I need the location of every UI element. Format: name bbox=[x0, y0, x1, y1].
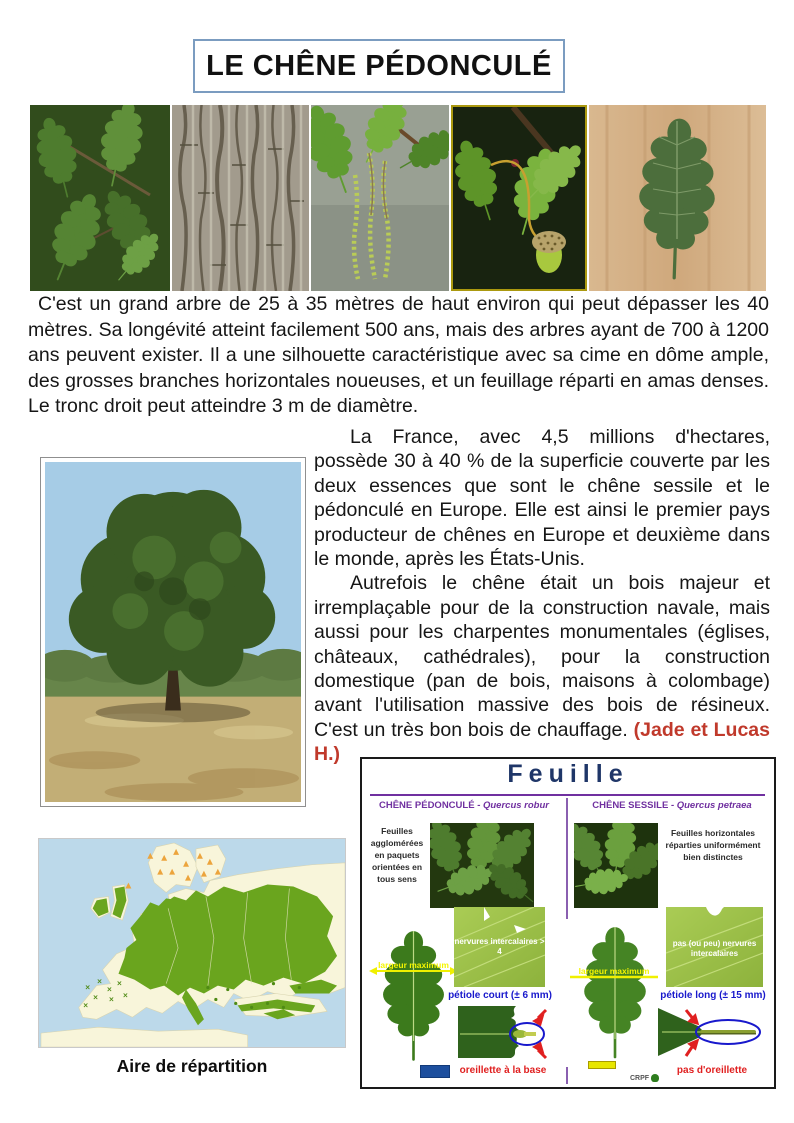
sessile-leaf-width-image bbox=[566, 919, 662, 1067]
authors-credit: (Jade et Lucas H.) bbox=[314, 718, 770, 766]
sessile-width-label: largeur maximum bbox=[578, 966, 650, 976]
title-box bbox=[193, 39, 565, 93]
europe-map-image bbox=[39, 839, 345, 1047]
sessile-veins-label: pas (ou peu) nervures intercalaires bbox=[672, 939, 757, 958]
svg-text:×: × bbox=[82, 1001, 89, 1010]
body-text-column bbox=[314, 425, 770, 767]
sessile-veins-image bbox=[666, 907, 763, 987]
oak-tree-image bbox=[45, 462, 301, 802]
svg-text:×: × bbox=[122, 991, 129, 1000]
title-underline bbox=[370, 794, 765, 796]
watermark-chip bbox=[420, 1065, 450, 1078]
photo-strip bbox=[30, 105, 768, 291]
sessile-latin-label: - Quercus petraea bbox=[670, 800, 752, 811]
history-text: Autrefois le chêne était un bois majeur et irremplaçable pour de la construction navale, mais aussi pour les charpentes monumentales (églises, châteaux, cathédrales), pour la construction domestique (pan de bois, maisons à colombage) avant l'utilisation massive des bois de résineux. C'est un très bon bois de chauffage. bbox=[314, 572, 770, 741]
pedunculate-leaf-width-image bbox=[366, 925, 461, 1067]
history-paragraph bbox=[314, 571, 770, 766]
sessile-petiole-image bbox=[656, 1004, 764, 1062]
map-caption: Aire de répartition bbox=[116, 1056, 268, 1076]
oak-foliage-image bbox=[30, 105, 170, 291]
scale-chip bbox=[588, 1061, 616, 1069]
oak-single-leaf-image bbox=[589, 105, 766, 291]
svg-text:×: × bbox=[92, 993, 99, 1002]
svg-text:×: × bbox=[116, 979, 123, 988]
crpf-logo bbox=[630, 1074, 659, 1082]
sessile-header bbox=[572, 800, 772, 811]
tree-logo-icon bbox=[651, 1074, 659, 1082]
oak-bark-photo bbox=[172, 105, 309, 291]
oak-bark-image bbox=[172, 105, 309, 291]
pedunculate-veins-label: nervures intercalaires > 4 bbox=[454, 937, 545, 956]
oak-catkins-photo bbox=[311, 105, 449, 291]
svg-text:×: × bbox=[84, 983, 91, 992]
page-title: LE CHÊNE PÉDONCULÉ bbox=[206, 49, 552, 82]
sessile-species-label: CHÊNE SESSILE bbox=[592, 800, 669, 811]
pedunculate-foliage-image bbox=[430, 823, 534, 908]
sessile-petiole-label: pétiole long (± 15 mm) bbox=[660, 990, 766, 1001]
pedunculate-veins-image bbox=[454, 907, 545, 987]
oak-acorn-image bbox=[453, 107, 585, 289]
panel-title: Feuille bbox=[507, 760, 629, 788]
oak-single-leaf-photo bbox=[589, 105, 766, 291]
sessile-base-label: pas d'oreillette bbox=[676, 1065, 748, 1076]
leaf-comparison-panel bbox=[360, 757, 776, 1089]
oak-foliage-photo bbox=[30, 105, 170, 291]
pedunculate-latin-label: - Quercus robur bbox=[477, 800, 549, 811]
pedunculate-petiole-label: pétiole court (± 6 mm) bbox=[448, 990, 552, 1001]
pedunculate-width-label: largeur maximum bbox=[378, 960, 449, 970]
svg-text:×: × bbox=[96, 977, 103, 986]
svg-text:×: × bbox=[108, 995, 115, 1004]
pedunculate-auricle-image bbox=[456, 1004, 552, 1064]
pedunculate-base-label: oreillette à la base bbox=[459, 1065, 547, 1076]
france-paragraph: La France, avec 4,5 millions d'hectares, possède 30 à 40 % de la superficie couverte par les deux essences que sont le chêne sessile et le pédonculé en Europe. Elle est ainsi le premier pays producteur de chênes en Europe et deuxième dans le monde, après les États-Unis. bbox=[314, 426, 770, 571]
distribution-map bbox=[38, 838, 346, 1048]
pedunculate-note: Feuilles agglomérées en paquets orientées en tous sens bbox=[370, 826, 424, 884]
pedunculate-header bbox=[364, 800, 564, 811]
oak-acorn-photo bbox=[451, 105, 587, 291]
pedunculate-species-label: CHÊNE PÉDONCULÉ bbox=[379, 800, 475, 811]
crpf-logo-text: CRPF bbox=[630, 1074, 650, 1082]
sessile-note: Feuilles horizontales réparties uniformément bien distinctes bbox=[665, 828, 761, 862]
oak-catkins-image bbox=[311, 105, 449, 291]
intro-paragraph: C'est un grand arbre de 25 à 35 mètres de haut environ qui peut dépasser les 40 mètres. Sa longévité atteint facilement 500 ans, mais des arbres ayant de 700 à 1200 ans peuvent exister. Il a une silhouette caractéristique avec sa cime en dôme ample, des grosses branches horizontales noueuses, et un feuillage réparti en amas denses. Le tronc droit peut atteindre 3 m de diamètre. bbox=[28, 293, 769, 418]
oak-tree-photo bbox=[40, 457, 306, 807]
sessile-foliage-image bbox=[574, 823, 658, 908]
svg-text:×: × bbox=[106, 985, 113, 994]
